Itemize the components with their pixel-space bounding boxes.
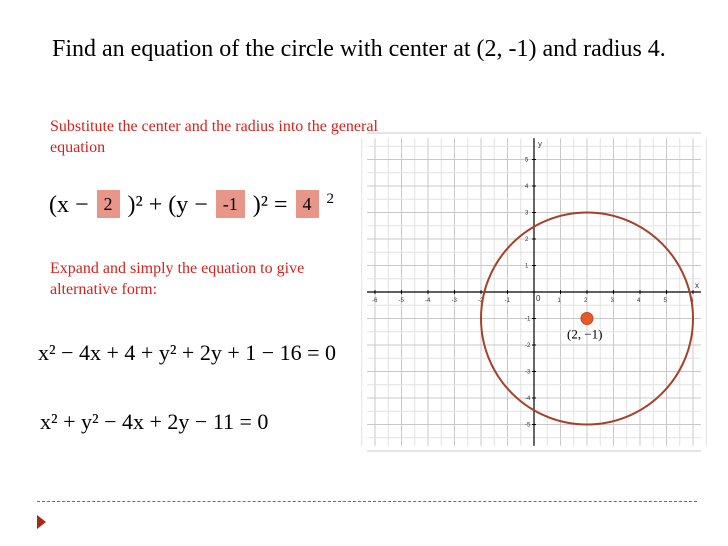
y-tick-label: -3 [525, 369, 531, 376]
x-tick-label: 6 [690, 298, 694, 304]
y-tick-label: 1 [525, 263, 529, 270]
x-tick-label: 2 [584, 298, 588, 304]
x-tick-label: -6 [372, 298, 378, 304]
slide-title: Find an equation of the circle with center at (2, -1) and radius 4. [52, 36, 666, 62]
x-tick-label: 4 [637, 298, 641, 304]
y-tick-label: 5 [525, 157, 529, 164]
y-axis-label: y [538, 139, 542, 149]
eq1-part-x: (x − [49, 192, 89, 218]
x-tick-label: 5 [663, 298, 667, 304]
x-tick-label: -3 [451, 298, 457, 304]
circle-graph [372, 134, 698, 454]
x-tick-label: -5 [398, 298, 404, 304]
radius-exponent: 2 [326, 191, 335, 207]
instruction-expand: Expand and simply the equation to give alternative form: [50, 260, 305, 298]
x-tick-label: 3 [610, 298, 614, 304]
y-tick-label: -2 [525, 343, 531, 349]
radius-box: 4 [296, 190, 319, 218]
y-tick-label: -1 [525, 316, 531, 323]
x-tick-label: -2 [478, 298, 484, 304]
y-tick-label: -5 [525, 422, 531, 429]
instruction-substitute: Substitute the center and the radius into the general equation [50, 118, 378, 156]
expanded-equation: x² − 4x + 4 + y² + 2y + 1 − 16 = 0 [38, 340, 337, 365]
x-tick-label: -1 [504, 298, 510, 304]
x-axis-label: x [694, 281, 699, 290]
general-equation [49, 190, 334, 219]
simplified-equation: x² + y² − 4x + 2y − 11 = 0 [40, 409, 269, 434]
y-tick-label: 3 [525, 210, 529, 217]
center-point [581, 313, 593, 325]
x-tick-label: -4 [425, 298, 431, 304]
slide-bullet-arrow [37, 515, 46, 529]
eq1-part-mid: )² + (y − [127, 192, 208, 218]
origin-label: 0 [536, 294, 541, 303]
center-point-label: (2, −1) [567, 326, 603, 342]
center-h-box: 2 [97, 190, 120, 218]
footer-divider [37, 501, 697, 502]
x-tick-label: 1 [557, 298, 561, 304]
y-tick-label: 2 [525, 237, 529, 243]
y-tick-label: -4 [525, 396, 531, 402]
graph-axes [367, 138, 701, 445]
center-k-box: -1 [216, 190, 245, 218]
y-tick-label: 4 [525, 184, 529, 190]
eq1-part-mid2: )² = [252, 192, 288, 218]
